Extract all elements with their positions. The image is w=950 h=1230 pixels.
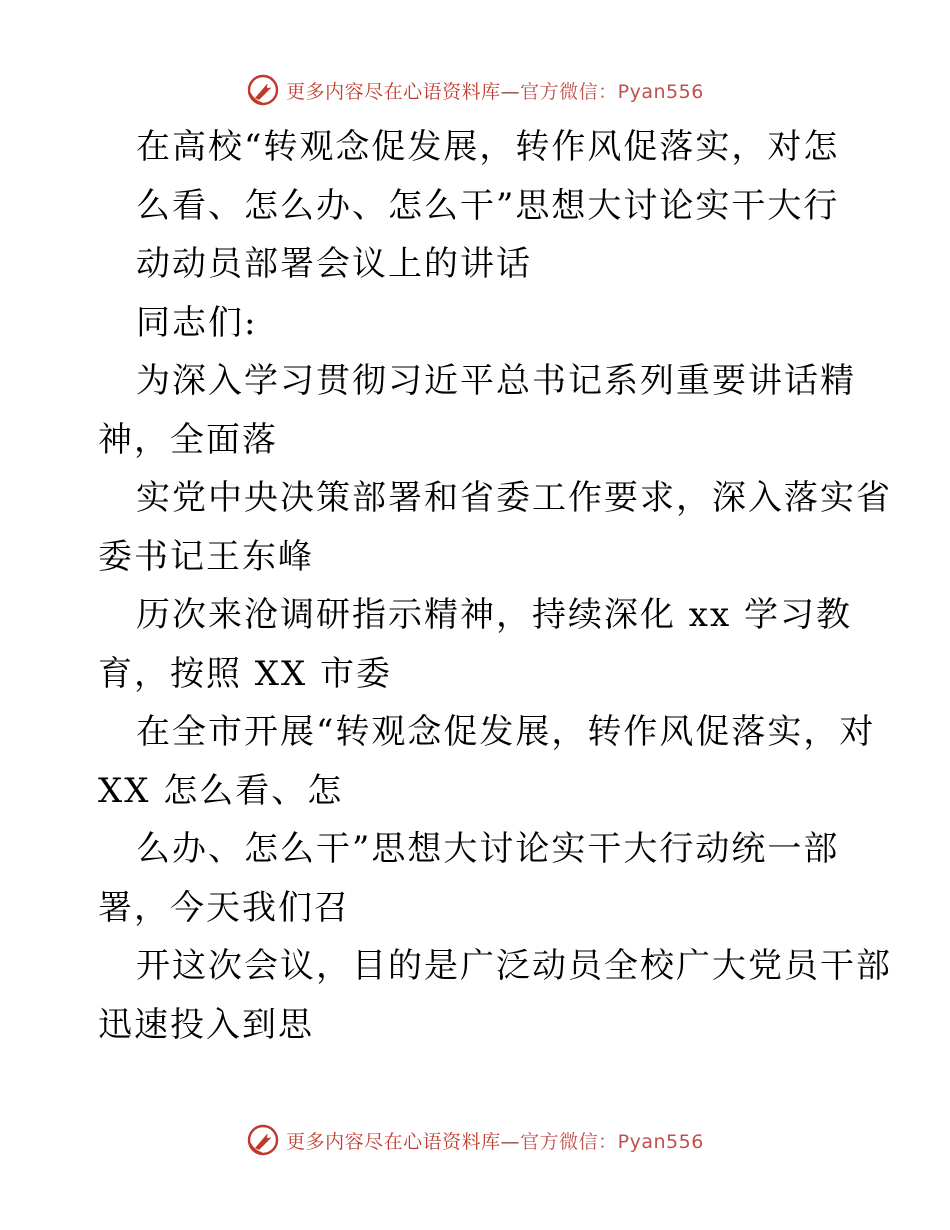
paragraph-line: 实党中央决策部署和省委工作要求，深入落实省 (136, 478, 892, 518)
banner-text: 更多内容尽在心语资料库—官方微信：Pyan556 (286, 80, 704, 103)
footer-banner (0, 1120, 950, 1160)
pen-nib-circle-icon (246, 1123, 280, 1157)
paragraph-line: 委书记王东峰 (98, 536, 314, 577)
paragraph-line: 么办、怎么干”思想大讨论实干大行动统一部 (136, 829, 840, 869)
paragraph-line: XX 怎么看、怎 (98, 770, 344, 811)
title-line-3: 动动员部署会议上的讲话 (136, 244, 532, 284)
banner-text: 更多内容尽在心语资料库—官方微信：Pyan556 (286, 1130, 704, 1153)
paragraph-line: 历次来沧调研指示精神，持续深化 xx 学习教 (136, 595, 852, 635)
title-line-2: 么看、怎么办、怎么干”思想大讨论实干大行 (136, 185, 840, 226)
paragraph-line: 迅速投入到思 (98, 1004, 314, 1045)
salutation: 同志们: (136, 302, 258, 343)
paragraph-line: 署，今天我们召 (98, 887, 350, 928)
document-body (98, 118, 892, 1054)
header-banner (0, 70, 950, 110)
pen-nib-circle-icon (246, 73, 280, 107)
paragraph-line: 在全市开展“转观念促发展，转作风促落实，对 (136, 712, 876, 752)
title-line-1: 在高校“转观念促发展，转作风促落实，对怎 (136, 127, 840, 167)
paragraph-line: 开这次会议，目的是广泛动员全校广大党员干部 (136, 946, 892, 986)
paragraph-line: 育，按照 XX 市委 (98, 653, 393, 694)
paragraph-line: 为深入学习贯彻习近平总书记系列重要讲话精 (136, 361, 856, 401)
paragraph-line: 神，全面落 (98, 419, 278, 460)
